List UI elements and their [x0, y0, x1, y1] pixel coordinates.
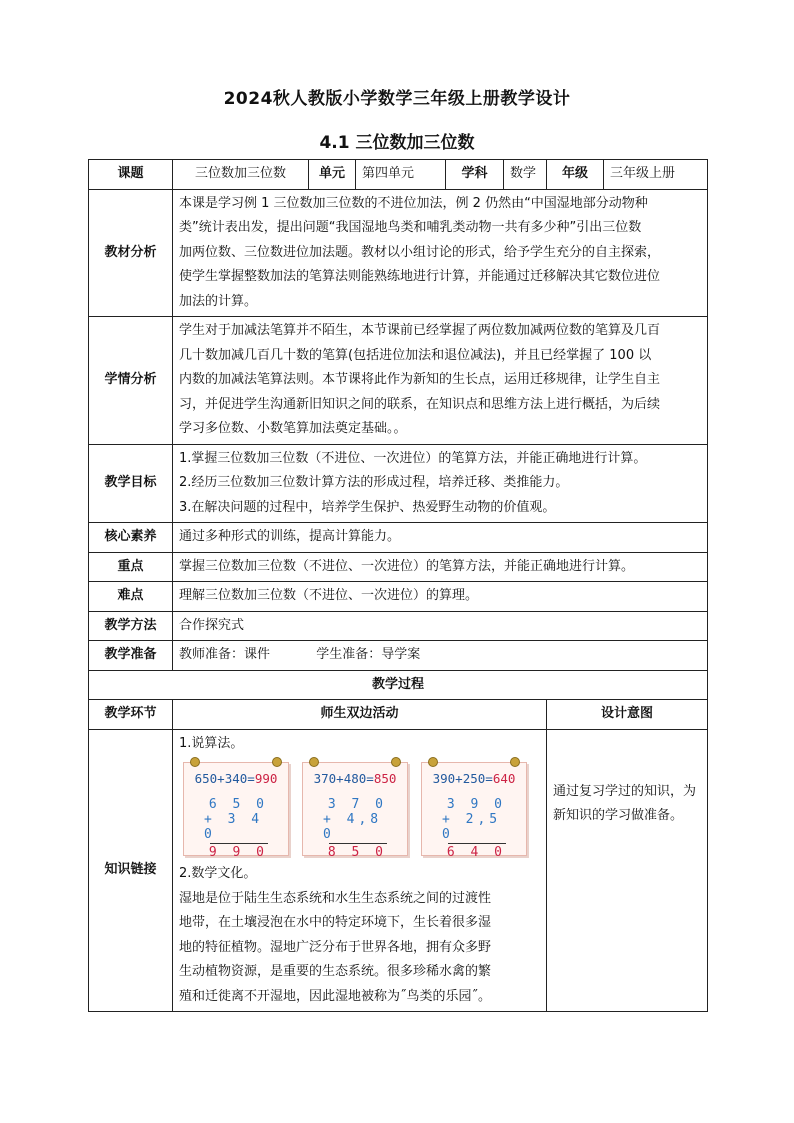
pin-icon: [190, 757, 200, 767]
topic-label: 课题: [89, 160, 173, 190]
learner-line: 学生对于加减法笔算并不陌生，本节课前已经掌握了两位数加减两位数的笔算及几百: [179, 323, 661, 338]
pin-icon: [272, 757, 282, 767]
card-equation: 650+340=990: [194, 771, 278, 786]
method-text: 合作探究式: [173, 611, 708, 641]
objective-item: 1.掌握三位数加三位数（不进位、一次进位）的笔算方法，并能正确地进行计算。: [179, 450, 647, 466]
intent-col-header: 设计意图: [547, 700, 708, 730]
topic-value: 三位数加三位数: [173, 160, 309, 190]
learner-label: 学情分析: [89, 317, 173, 445]
core-row: [89, 523, 708, 553]
prep-text: [173, 641, 708, 671]
calc-card: [302, 762, 408, 860]
activity-cell: [173, 729, 547, 1012]
vertical-calculation: 6 5 0 + 3 4 0 9 9 0: [204, 797, 268, 860]
pin-icon: [391, 757, 401, 767]
calc-card: [421, 762, 527, 860]
material-line: 本课是学习例 1 三位数加三位数的不进位加法，例 2 仍然由“中国湿地部分动物种: [179, 195, 648, 211]
grade-label: 年级: [547, 160, 604, 190]
culture-line: 生动植物资源，是重要的生态系统。很多珍稀水禽的繁: [179, 964, 492, 979]
objective-item: 2.经历三位数加三位数计算方法的形成过程，培养迁移、类推能力。: [179, 475, 569, 490]
calc-cards: [183, 762, 540, 860]
subject-label: 学科: [446, 160, 504, 190]
objectives-row: [89, 444, 708, 523]
teacher-prep: 教师准备：课件: [179, 647, 271, 662]
intent-cell: [547, 729, 708, 1012]
prep-label: 教学准备: [89, 641, 173, 671]
pin-icon: [428, 757, 438, 767]
learner-line: 内数的加减法笔算法则。本节课将此作为新知的生长点，运用迁移规律，让学生自主: [179, 372, 661, 387]
method-row: [89, 611, 708, 641]
core-label: 核心素养: [89, 523, 173, 553]
material-row: [89, 189, 708, 317]
material-label: 教材分析: [89, 189, 173, 317]
stage-label: 知识链接: [89, 729, 173, 1012]
objectives-text: [173, 444, 708, 523]
difficult-text: 理解三位数加三位数（不进位、一次进位）的算理。: [173, 582, 708, 612]
material-text: [173, 189, 708, 317]
material-line: 使学生掌握整数加法的笔算法则能熟练地进行计算，并能通过迁移解决其它数位进位: [179, 269, 661, 284]
lesson-plan-table: [88, 159, 708, 1012]
learner-line: 学习多位数、小数笔算加法奠定基础。。: [179, 421, 407, 436]
culture-line: 殖和迁徙离不开湿地，因此湿地被称为˝鸟类的乐园˝。: [179, 988, 492, 1004]
unit-value: 第四单元: [356, 160, 446, 190]
header-row: [89, 160, 708, 190]
calc-card: [183, 762, 289, 860]
culture-line: 地的特征植物。湿地广泛分布于世界各地，拥有众多野: [179, 939, 492, 955]
key-row: [89, 552, 708, 582]
student-prep: 学生准备：导学案: [316, 647, 421, 662]
difficult-row: [89, 582, 708, 612]
difficult-label: 难点: [89, 582, 173, 612]
pin-icon: [510, 757, 520, 767]
objectives-label: 教学目标: [89, 444, 173, 523]
subject-value: 数学: [504, 160, 547, 190]
culture-text: [179, 887, 540, 1010]
unit-label: 单元: [309, 160, 356, 190]
process-title-row: [89, 670, 708, 700]
key-label: 重点: [89, 552, 173, 582]
stage-knowledge-link-row: [89, 729, 708, 1012]
card-equation: 370+480=850: [313, 771, 397, 786]
lesson-title: 4.1 三位数加三位数: [319, 133, 475, 153]
grade-value: 三年级上册: [604, 160, 708, 190]
learner-line: 习，并促进学生沟通新旧知识之间的联系，在知识点和思维方法上进行概括，为后续: [179, 396, 661, 412]
card-equation: 390+250=640: [432, 771, 516, 786]
vertical-calculation: 3 7 0 + 4,8 0 8 5 0: [323, 797, 387, 860]
pin-icon: [309, 757, 319, 767]
stage-col-header: 教学环节: [89, 700, 173, 730]
objective-item: 3.在解决问题的过程中，培养学生保护、热爱野生动物的价值观。: [179, 499, 556, 515]
process-header-row: [89, 700, 708, 730]
material-line: 加法的计算。: [179, 293, 258, 309]
material-line: 类”统计表出发，提出问题“我国湿地鸟类和哺乳类动物一共有多少种”引出三位数: [179, 220, 642, 235]
key-text: 掌握三位数加三位数（不进位、一次进位）的笔算方法，并能正确地进行计算。: [173, 552, 708, 582]
culture-line: 地带，在土壤浸泡在水中的特定环境下，生长着很多湿: [179, 915, 492, 930]
culture-line: 湿地是位于陆生生态系统和水生生态系统之间的过渡性: [179, 890, 492, 906]
activity-col-header: 师生双边活动: [173, 700, 547, 730]
learner-line: 几十数加减几百几十数的笔算(包括进位加法和退位减法)，并且已经掌握了 100 以: [179, 347, 652, 363]
document-title: 2024秋人教版小学数学三年级上册教学设计: [223, 89, 571, 109]
prep-row: [89, 641, 708, 671]
intent-line: 新知识的学习做准备。: [553, 808, 684, 823]
method-label: 教学方法: [89, 611, 173, 641]
learner-row: [89, 317, 708, 445]
core-text: 通过多种形式的训练，提高计算能力。: [173, 523, 708, 553]
item-math-culture: 2.数学文化。: [179, 866, 257, 881]
intent-line: 通过复习学过的知识，为: [553, 783, 697, 799]
vertical-calculation: 3 9 0 + 2,5 0 6 4 0: [442, 797, 506, 860]
item-say-method: 1.说算法。: [179, 735, 244, 751]
learner-text: [173, 317, 708, 445]
process-title: 教学过程: [89, 670, 708, 700]
material-line: 加两位数、三位数进位加法题。教材以小组讨论的形式，给予学生充分的自主探索，: [179, 244, 661, 260]
